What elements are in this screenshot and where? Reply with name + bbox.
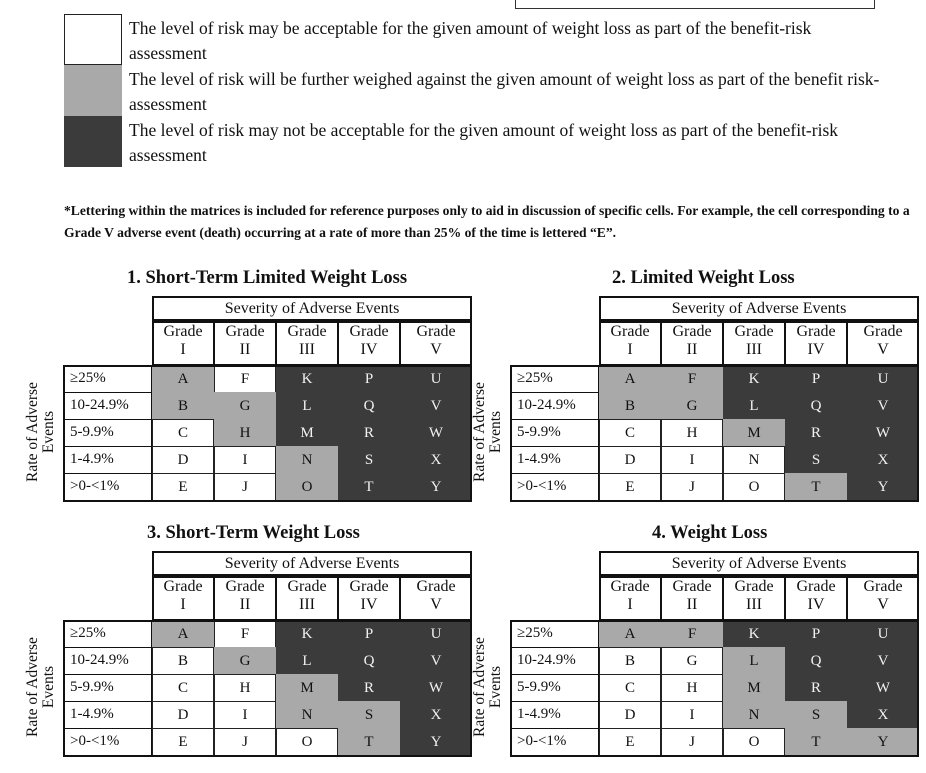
matrix-cell-s: S [785, 446, 847, 474]
legend-swatch-gray [64, 65, 122, 116]
row-axis-label-line1: Rate of Adverse [24, 382, 41, 482]
rate-label: ≥25% [510, 620, 599, 648]
matrix-title: 1. Short-Term Limited Weight Loss [127, 268, 408, 288]
matrix-cell-w: W [400, 419, 472, 447]
matrix-cell-l: L [276, 647, 338, 675]
grade-word: Grade [863, 578, 903, 595]
matrix-cell-m: M [276, 674, 338, 702]
rate-label: ≥25% [63, 365, 152, 393]
matrix-cell-f: F [214, 365, 276, 393]
grade-numeral: V [430, 596, 442, 613]
grade-header [599, 576, 661, 620]
grade-header [276, 321, 338, 365]
row-axis-label-line2: Events [40, 665, 57, 709]
grade-header [661, 321, 723, 365]
matrix-cell-n: N [723, 701, 785, 729]
matrix-cell-l: L [276, 392, 338, 420]
grade-numeral: V [877, 341, 889, 358]
rate-label: 5-9.9% [510, 419, 599, 447]
row-axis-label [472, 369, 504, 495]
matrix-cell-v: V [847, 392, 919, 420]
grade-word: Grade [349, 323, 389, 340]
matrix-cell-v: V [400, 392, 472, 420]
grade-numeral: III [746, 341, 762, 358]
severity-header: Severity of Adverse Events [599, 296, 919, 321]
matrix-cell-w: W [847, 674, 919, 702]
matrix-cell-g: G [661, 392, 723, 420]
row-axis-label [25, 624, 57, 750]
matrix-cell-y: Y [847, 473, 919, 501]
matrix-cell-h: H [214, 674, 276, 702]
rate-label: 10-24.9% [510, 647, 599, 675]
grade-numeral: I [180, 341, 186, 358]
grade-header [400, 321, 472, 365]
rate-label: 1-4.9% [510, 446, 599, 474]
rate-label: 10-24.9% [510, 392, 599, 420]
grade-numeral: II [686, 596, 698, 613]
row-axis-label [25, 369, 57, 495]
matrix-cell-k: K [276, 620, 338, 648]
matrix-cell-y: Y [400, 473, 472, 501]
matrix-cell-e: E [599, 728, 661, 756]
grade-numeral: I [180, 596, 186, 613]
matrix-cell-t: T [338, 728, 400, 756]
matrix-cell-g: G [661, 647, 723, 675]
matrix-cell-l: L [723, 647, 785, 675]
matrix-cell-y: Y [847, 728, 919, 756]
row-axis-label-line2: Events [487, 410, 504, 454]
grade-numeral: II [239, 596, 251, 613]
matrix-cell-n: N [723, 446, 785, 474]
matrix-cell-h: H [661, 419, 723, 447]
matrix-cell-x: X [847, 446, 919, 474]
matrix-cell-i: I [214, 701, 276, 729]
matrix-cell-o: O [723, 728, 785, 756]
matrix-cell-a: A [152, 620, 214, 648]
severity-header: Severity of Adverse Events [599, 551, 919, 576]
grade-header [152, 321, 214, 365]
rate-label: 5-9.9% [63, 419, 152, 447]
grade-numeral: V [877, 596, 889, 613]
rate-label: >0-<1% [63, 728, 152, 756]
matrix-cell-m: M [723, 674, 785, 702]
rate-label: 1-4.9% [63, 446, 152, 474]
grade-header [152, 576, 214, 620]
matrix-cell-a: A [152, 365, 214, 393]
grade-word: Grade [672, 323, 712, 340]
matrix-cell-x: X [400, 446, 472, 474]
matrix-cell-g: G [214, 647, 276, 675]
row-axis-label-line1: Rate of Adverse [471, 637, 488, 737]
lettering-note: *Lettering within the matrices is included for reference purposes only to aid in discussion of specific cells. For example, the cell corresponding to a Grade V adverse event (death) occurring at a rate of more than 25% of the time is lettered “E”. [64, 203, 910, 240]
grade-word: Grade [734, 578, 774, 595]
grade-word: Grade [416, 578, 456, 595]
matrix-cell-j: J [661, 728, 723, 756]
grade-numeral: II [686, 341, 698, 358]
grade-numeral: I [627, 596, 633, 613]
row-axis-label [472, 624, 504, 750]
matrix-title: 4. Weight Loss [652, 523, 768, 543]
matrix-cell-f: F [661, 620, 723, 648]
matrix-title: 3. Short-Term Weight Loss [147, 523, 360, 543]
top-box-edge [515, 0, 875, 9]
matrix-cell-u: U [400, 620, 472, 648]
matrix-cell-x: X [847, 701, 919, 729]
matrix-cell-v: V [847, 647, 919, 675]
matrix-cell-r: R [338, 419, 400, 447]
matrix-cell-i: I [214, 446, 276, 474]
matrix-cell-o: O [723, 473, 785, 501]
rate-label: 5-9.9% [510, 674, 599, 702]
grade-header [338, 321, 400, 365]
grade-word: Grade [796, 578, 836, 595]
matrix-cell-i: I [661, 446, 723, 474]
matrix-cell-y: Y [400, 728, 472, 756]
matrix-cell-m: M [723, 419, 785, 447]
matrix-cell-b: B [152, 647, 214, 675]
matrix-cell-k: K [723, 365, 785, 393]
matrix-cell-e: E [152, 728, 214, 756]
matrix-cell-h: H [214, 419, 276, 447]
risk-matrix-3 [24, 523, 456, 773]
legend-swatch-white [64, 14, 122, 65]
grade-numeral: III [746, 596, 762, 613]
legend-swatch-dark [64, 116, 122, 167]
grade-header [785, 321, 847, 365]
grade-word: Grade [287, 578, 327, 595]
legend-text-weighed: The level of risk will be further weighed against the given amount of weight loss as part of the benefit risk-assessment [129, 69, 880, 114]
matrix-cell-n: N [276, 701, 338, 729]
severity-header: Severity of Adverse Events [152, 551, 472, 576]
legend-text-acceptable: The level of risk may be acceptable for the given amount of weight loss as part of the benefit-risk assessment [129, 18, 812, 63]
matrix-cell-j: J [661, 473, 723, 501]
rate-label: >0-<1% [63, 473, 152, 501]
grade-word: Grade [610, 323, 650, 340]
grade-numeral: IV [807, 341, 825, 358]
matrix-cell-d: D [152, 701, 214, 729]
matrix-cell-w: W [847, 419, 919, 447]
matrix-cell-q: Q [338, 647, 400, 675]
matrix-cell-j: J [214, 728, 276, 756]
matrix-cell-g: G [214, 392, 276, 420]
matrix-cell-p: P [785, 620, 847, 648]
row-axis-label-line2: Events [487, 665, 504, 709]
matrix-cell-e: E [152, 473, 214, 501]
rate-label: 1-4.9% [63, 701, 152, 729]
grade-header [723, 321, 785, 365]
risk-matrix-1 [24, 268, 456, 518]
matrix-cell-u: U [400, 365, 472, 393]
risk-matrix-2 [471, 268, 903, 518]
rate-label: 5-9.9% [63, 674, 152, 702]
matrix-cell-p: P [338, 365, 400, 393]
grade-header [276, 576, 338, 620]
matrix-cell-c: C [599, 419, 661, 447]
matrix-cell-s: S [785, 701, 847, 729]
matrix-cell-b: B [599, 392, 661, 420]
matrix-cell-q: Q [785, 392, 847, 420]
matrix-cell-q: Q [338, 392, 400, 420]
grade-word: Grade [796, 323, 836, 340]
grade-header [661, 576, 723, 620]
grade-word: Grade [734, 323, 774, 340]
grade-word: Grade [163, 578, 203, 595]
row-axis-label-line1: Rate of Adverse [471, 382, 488, 482]
matrix-cell-c: C [152, 419, 214, 447]
grade-word: Grade [287, 323, 327, 340]
grade-numeral: IV [360, 596, 378, 613]
grade-word: Grade [672, 578, 712, 595]
risk-matrix-4 [471, 523, 903, 773]
grade-word: Grade [349, 578, 389, 595]
grade-numeral: II [239, 341, 251, 358]
rate-label: 10-24.9% [63, 647, 152, 675]
matrix-cell-c: C [152, 674, 214, 702]
grade-header [785, 576, 847, 620]
rate-label: >0-<1% [510, 473, 599, 501]
matrix-cell-w: W [400, 674, 472, 702]
grade-word: Grade [416, 323, 456, 340]
matrix-cell-b: B [599, 647, 661, 675]
matrix-cell-m: M [276, 419, 338, 447]
matrix-cell-j: J [214, 473, 276, 501]
legend-text-not-acceptable: The level of risk may not be acceptable for the given amount of weight loss as part of the benefit-risk assessment [129, 120, 839, 165]
matrix-cell-s: S [338, 701, 400, 729]
matrix-cell-u: U [847, 365, 919, 393]
row-axis-label-line1: Rate of Adverse [24, 637, 41, 737]
matrix-cell-f: F [214, 620, 276, 648]
matrix-cell-a: A [599, 620, 661, 648]
matrix-cell-f: F [661, 365, 723, 393]
grade-word: Grade [225, 323, 265, 340]
rate-label: ≥25% [510, 365, 599, 393]
matrix-cell-n: N [276, 446, 338, 474]
grade-header [214, 321, 276, 365]
matrix-cell-d: D [152, 446, 214, 474]
matrix-cell-e: E [599, 473, 661, 501]
matrix-cell-a: A [599, 365, 661, 393]
matrix-cell-q: Q [785, 647, 847, 675]
grade-numeral: I [627, 341, 633, 358]
grade-header [338, 576, 400, 620]
matrix-cell-d: D [599, 701, 661, 729]
matrix-cell-b: B [152, 392, 214, 420]
rate-label: ≥25% [63, 620, 152, 648]
grade-header [723, 576, 785, 620]
matrix-cell-h: H [661, 674, 723, 702]
matrix-cell-p: P [338, 620, 400, 648]
grade-numeral: IV [360, 341, 378, 358]
grade-header [599, 321, 661, 365]
row-axis-label-line2: Events [40, 410, 57, 454]
grade-header [847, 576, 919, 620]
matrix-cell-u: U [847, 620, 919, 648]
grade-word: Grade [863, 323, 903, 340]
grade-header [847, 321, 919, 365]
grade-numeral: IV [807, 596, 825, 613]
grade-word: Grade [225, 578, 265, 595]
matrix-cell-o: O [276, 728, 338, 756]
grade-numeral: III [299, 341, 315, 358]
grade-word: Grade [610, 578, 650, 595]
grade-header [400, 576, 472, 620]
matrix-cell-t: T [785, 473, 847, 501]
matrix-cell-t: T [338, 473, 400, 501]
matrix-cell-r: R [785, 674, 847, 702]
rate-label: 10-24.9% [63, 392, 152, 420]
rate-label: 1-4.9% [510, 701, 599, 729]
matrix-cell-i: I [661, 701, 723, 729]
matrix-cell-l: L [723, 392, 785, 420]
grade-numeral: V [430, 341, 442, 358]
rate-label: >0-<1% [510, 728, 599, 756]
matrix-cell-t: T [785, 728, 847, 756]
matrix-cell-r: R [785, 419, 847, 447]
matrix-cell-d: D [599, 446, 661, 474]
matrix-title: 2. Limited Weight Loss [612, 268, 795, 288]
matrix-cell-k: K [723, 620, 785, 648]
matrix-cell-v: V [400, 647, 472, 675]
matrix-cell-x: X [400, 701, 472, 729]
grade-header [214, 576, 276, 620]
matrix-cell-s: S [338, 446, 400, 474]
matrix-cell-p: P [785, 365, 847, 393]
matrix-cell-k: K [276, 365, 338, 393]
matrix-cell-c: C [599, 674, 661, 702]
grade-word: Grade [163, 323, 203, 340]
severity-header: Severity of Adverse Events [152, 296, 472, 321]
matrix-cell-r: R [338, 674, 400, 702]
grade-numeral: III [299, 596, 315, 613]
matrix-cell-o: O [276, 473, 338, 501]
